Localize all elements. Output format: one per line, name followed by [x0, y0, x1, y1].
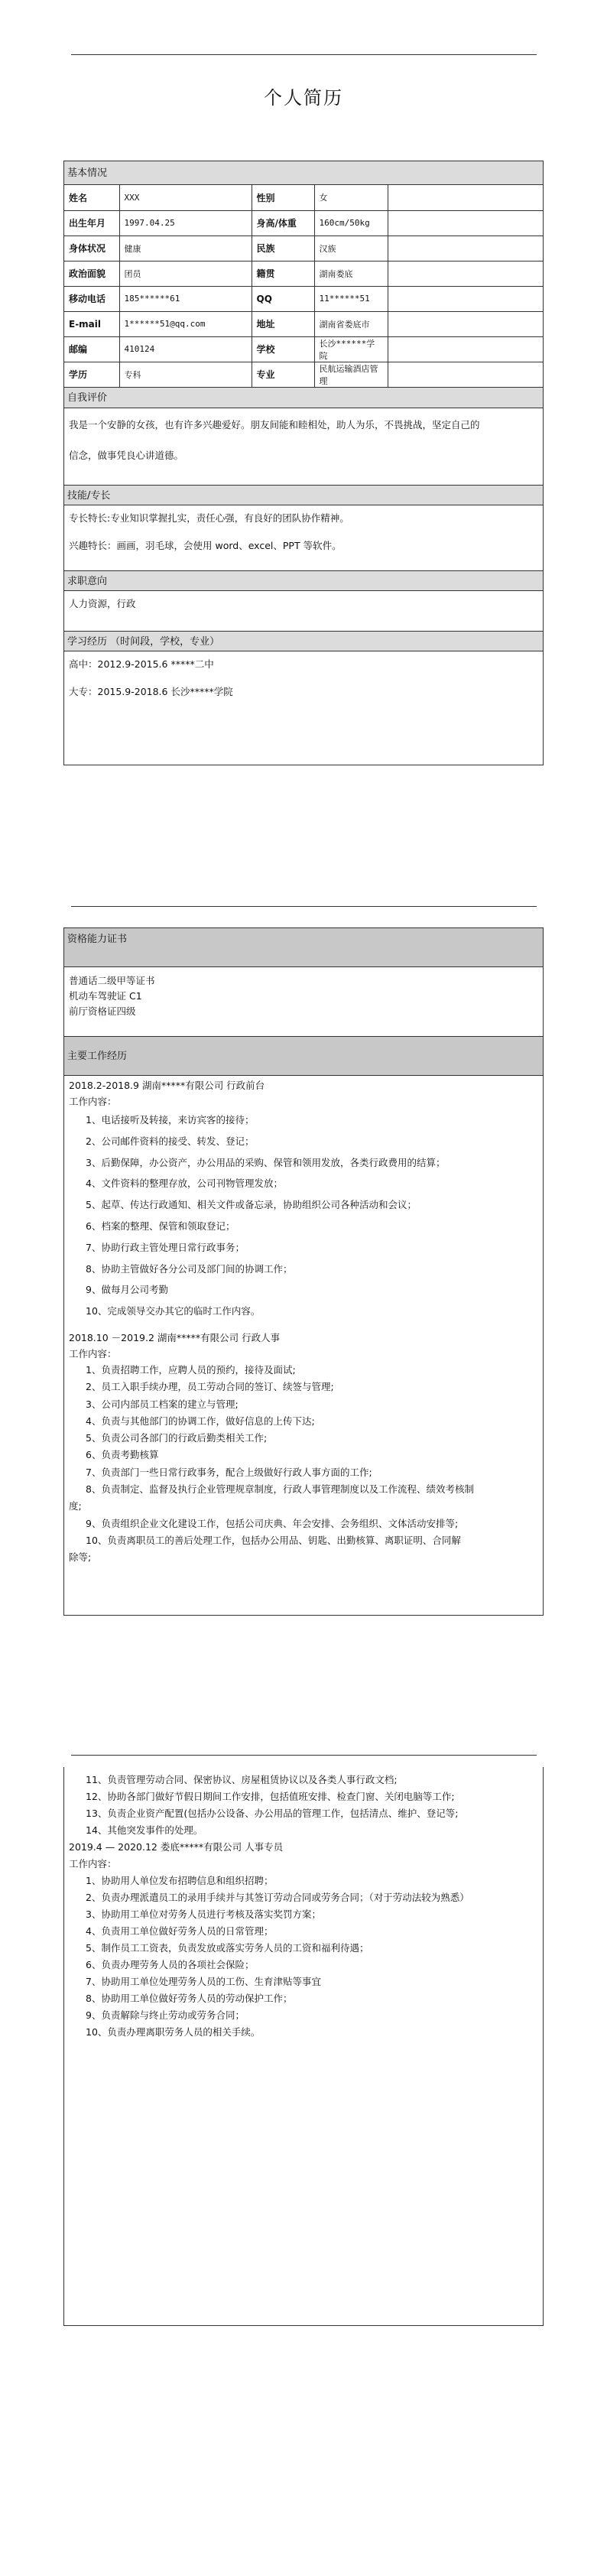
basic-info-row: [64, 286, 543, 311]
job2-sub: 工作内容：: [69, 1347, 117, 1359]
empty-cell: [388, 311, 543, 336]
field-label: 学校: [252, 336, 314, 362]
field-value: 160cm/50kg: [314, 210, 388, 236]
intent-header: 求职意向: [64, 570, 543, 591]
work-item: 3、公司内部员工档案的建立与管理;: [86, 1398, 239, 1410]
work-item: 2、公司邮件资料的接受、转发、登记；: [86, 1135, 255, 1147]
work-item: 4、负责与其他部门的协调工作，做好信息的上传下达;: [86, 1415, 315, 1427]
field-value: 1******51@qq.com: [119, 311, 252, 336]
skills-line: 兴趣特长：画画，羽毛球，会使用 word、excel、PPT 等软件。: [69, 539, 342, 551]
work-item: 11、负责管理劳动合同、保密协议、房屋租赁协议以及各类人事行政文档;: [86, 1774, 398, 1785]
work-item: 1、协助用人单位发布招聘信息和组织招聘；: [86, 1875, 274, 1886]
resume-main-box: [63, 161, 544, 765]
basic-info-row: [64, 185, 543, 210]
page2-top-rule: [71, 906, 537, 907]
page-title: 个人简历: [264, 87, 343, 109]
work-item: 8、负责制定、监督及执行企业管理规章制度，行政人事管理制度以及工作流程、绩效考核制: [86, 1483, 474, 1496]
skills-header: 技能/专长: [64, 485, 543, 505]
work-item-wrap: 除等;: [69, 1551, 92, 1564]
self-eval-line: 信念，做事凭良心讲道德。: [69, 449, 184, 461]
work-item: 3、后勤保障，办公资产，办公用品的采购、保管和领用发放，各类行政费用的结算；: [86, 1156, 446, 1168]
job2-items: [69, 1362, 538, 1567]
basic-info-table: [64, 185, 543, 388]
empty-cell: [388, 185, 543, 210]
certs-header: 资格能力证书: [64, 928, 543, 967]
page-top-rule: [71, 54, 537, 55]
work-item: 8、协助用工单位做好劳务人员的劳动保护工作；: [86, 1993, 293, 2004]
self-eval-text: [64, 408, 543, 485]
work-continued-box: [63, 1767, 544, 2326]
field-value: 专科: [119, 362, 252, 387]
field-value: 1997.04.25: [119, 210, 252, 236]
work-item: 3、协助用工单位对劳务人员进行考核及落实奖罚方案；: [86, 1908, 321, 1920]
field-label: 民族: [252, 236, 314, 261]
field-label: 姓名: [64, 185, 119, 210]
field-value: 女: [314, 185, 388, 210]
work-item: 1、负责招聘工作，应聘人员的预约，接待及面试;: [86, 1363, 296, 1376]
empty-cell: [388, 210, 543, 236]
education-header: 学习经历 （时间段，学校，专业）: [64, 631, 543, 651]
work-box: [63, 927, 544, 1616]
field-label: 出生年月: [64, 210, 119, 236]
empty-cell: [388, 286, 543, 311]
field-label: E-mail: [64, 311, 119, 336]
field-label: 邮编: [64, 336, 119, 362]
field-label: QQ: [252, 286, 314, 311]
work-header: 主要工作经历: [64, 1036, 543, 1076]
basic-info-row: [64, 311, 543, 336]
education-line: 高中：2012.9-2015.6 *****二中: [69, 658, 214, 670]
work-item: 6、负责考勤核算: [86, 1449, 159, 1461]
field-value: 长沙******学院: [314, 336, 388, 362]
work-item: 14、其他突发事件的处理。: [86, 1824, 203, 1836]
work-item: 4、负责用工单位做好劳务人员的日常管理；: [86, 1925, 274, 1937]
job2-title: 2018.10 －2019.2 湖南*****有限公司 行政人事: [69, 1331, 281, 1343]
job3-sub: 工作内容：: [69, 1858, 117, 1869]
work-item: 10、负责办理离职劳务人员的相关手续。: [86, 2026, 261, 2038]
work-item: 2、员工入职手续办理，员工劳动合同的签订、续签与管理;: [86, 1381, 334, 1393]
field-value: 汉族: [314, 236, 388, 261]
work-item: 5、起草、传达行政通知、相关文件或备忘录，协助组织公司各种活动和会议；: [86, 1199, 417, 1211]
work-item: 7、负责部门一些日常行政事务，配合上级做好行政人事方面的工作;: [86, 1466, 372, 1478]
work-item: 9、负责组织企业文化建设工作，包括公司庆典、年会安排、会务组织、文体活动安排等;: [86, 1517, 459, 1529]
job1-items: [69, 1109, 538, 1322]
page3-top-rule: [71, 1755, 537, 1756]
field-value: 团员: [119, 261, 252, 286]
work-item: 5、负责公司各部门的行政后勤类相关工作;: [86, 1432, 268, 1444]
work-item: 6、档案的整理、保管和领取登记；: [86, 1220, 235, 1232]
job3-items: [69, 1873, 538, 2041]
cert-line: 机动车驾驶证 C1: [69, 990, 142, 1002]
empty-cell: [388, 336, 543, 362]
self-eval-line: 我是一个安静的女孩，也有许多兴趣爱好。朋友间能和睦相处，助人为乐，不畏挑战，坚定自己的: [69, 418, 480, 430]
field-label: 地址: [252, 311, 314, 336]
field-label: 政治面貌: [64, 261, 119, 286]
education-line: 大专：2015.9-2018.6 长沙*****学院: [69, 685, 233, 697]
work-item: 8、协助主管做好各分公司及部门间的协调工作；: [86, 1262, 293, 1275]
continued-items: [69, 1772, 538, 1839]
certs-text: [64, 967, 543, 1036]
basic-info-row: [64, 236, 543, 261]
field-value: XXX: [119, 185, 252, 210]
field-label: 专业: [252, 362, 314, 387]
basic-info-row: [64, 362, 543, 387]
empty-cell: [388, 236, 543, 261]
work-continued-text: [64, 1767, 543, 2041]
intent-line: 人力资源，行政: [69, 597, 136, 609]
work-text: [64, 1076, 543, 1567]
field-value: 410124: [119, 336, 252, 362]
work-item: 6、负责办理劳务人员的各项社会保险；: [86, 1959, 255, 1970]
work-item-wrap: 度;: [69, 1500, 82, 1512]
intent-text: [64, 591, 543, 631]
field-value: 11******51: [314, 286, 388, 311]
work-item: 9、负责解除与终止劳动或劳务合同；: [86, 2009, 245, 2021]
field-value: 185******61: [119, 286, 252, 311]
field-value: 民航运输酒店管理: [314, 362, 388, 387]
field-label: 移动电话: [64, 286, 119, 311]
work-item: 2、负责办理派遣员工的录用手续并与其签订劳动合同或劳务合同；（对于劳动法较为熟悉）: [86, 1892, 469, 1903]
field-label: 身体状况: [64, 236, 119, 261]
basic-info-header: 基本情况: [64, 161, 543, 185]
education-text: [64, 651, 543, 700]
basic-info-row: [64, 210, 543, 236]
field-label: 籍贯: [252, 261, 314, 286]
work-item: 4、文件资料的整理存放，公司刊物管理发放；: [86, 1178, 283, 1190]
empty-cell: [388, 362, 543, 387]
basic-info-row: [64, 336, 543, 362]
field-value: 湖南省娄底市: [314, 311, 388, 336]
work-item: 9、做每月公司考勤: [86, 1284, 168, 1296]
empty-cell: [388, 261, 543, 286]
skills-text: [64, 505, 543, 570]
field-value: 健康: [119, 236, 252, 261]
cert-line: 前厅资格证四级: [69, 1005, 136, 1017]
field-value: 湖南娄底: [314, 261, 388, 286]
skills-line: 专长特长:专业知识掌握扎实，责任心强，有良好的团队协作精神。: [69, 512, 349, 524]
field-label: 身高/体重: [252, 210, 314, 236]
work-item: 1、电话接听及转接，来访宾客的接待；: [86, 1114, 255, 1126]
work-item: 12、协助各部门做好节假日期间工作安排，包括值班安排、检查门窗、关闭电脑等工作;: [86, 1791, 455, 1802]
work-item: 10、完成领导交办其它的临时工作内容。: [86, 1305, 261, 1317]
self-eval-header: 自我评价: [64, 388, 543, 408]
work-item: 5、制作员工工资表，负责发放或落实劳务人员的工资和福利待遇；: [86, 1942, 369, 1954]
work-item: 10、负责离职员工的善后处理工作，包括办公用品、钥匙、出勤核算、离职证明、合同解: [86, 1534, 461, 1546]
work-item: 13、负责企业资产配置(包括办公设备、办公用品的管理工作，包括清点、维护、登记等;: [86, 1808, 459, 1819]
work-item: 7、协助用工单位处理劳务人员的工伤、生育津贴等事宜: [86, 1976, 321, 1987]
work-item: 7、协助行政主管处理日常行政事务；: [86, 1241, 245, 1253]
job1-sub: 工作内容：: [69, 1096, 117, 1107]
field-label: 学历: [64, 362, 119, 387]
basic-info-row: [64, 261, 543, 286]
field-label: 性别: [252, 185, 314, 210]
job1-title: 2018.2-2018.9 湖南*****有限公司 行政前台: [69, 1080, 265, 1091]
job3-title: 2019.4 — 2020.12 娄底*****有限公司 人事专员: [69, 1841, 284, 1853]
cert-line: 普通话二级甲等证书: [69, 975, 155, 986]
